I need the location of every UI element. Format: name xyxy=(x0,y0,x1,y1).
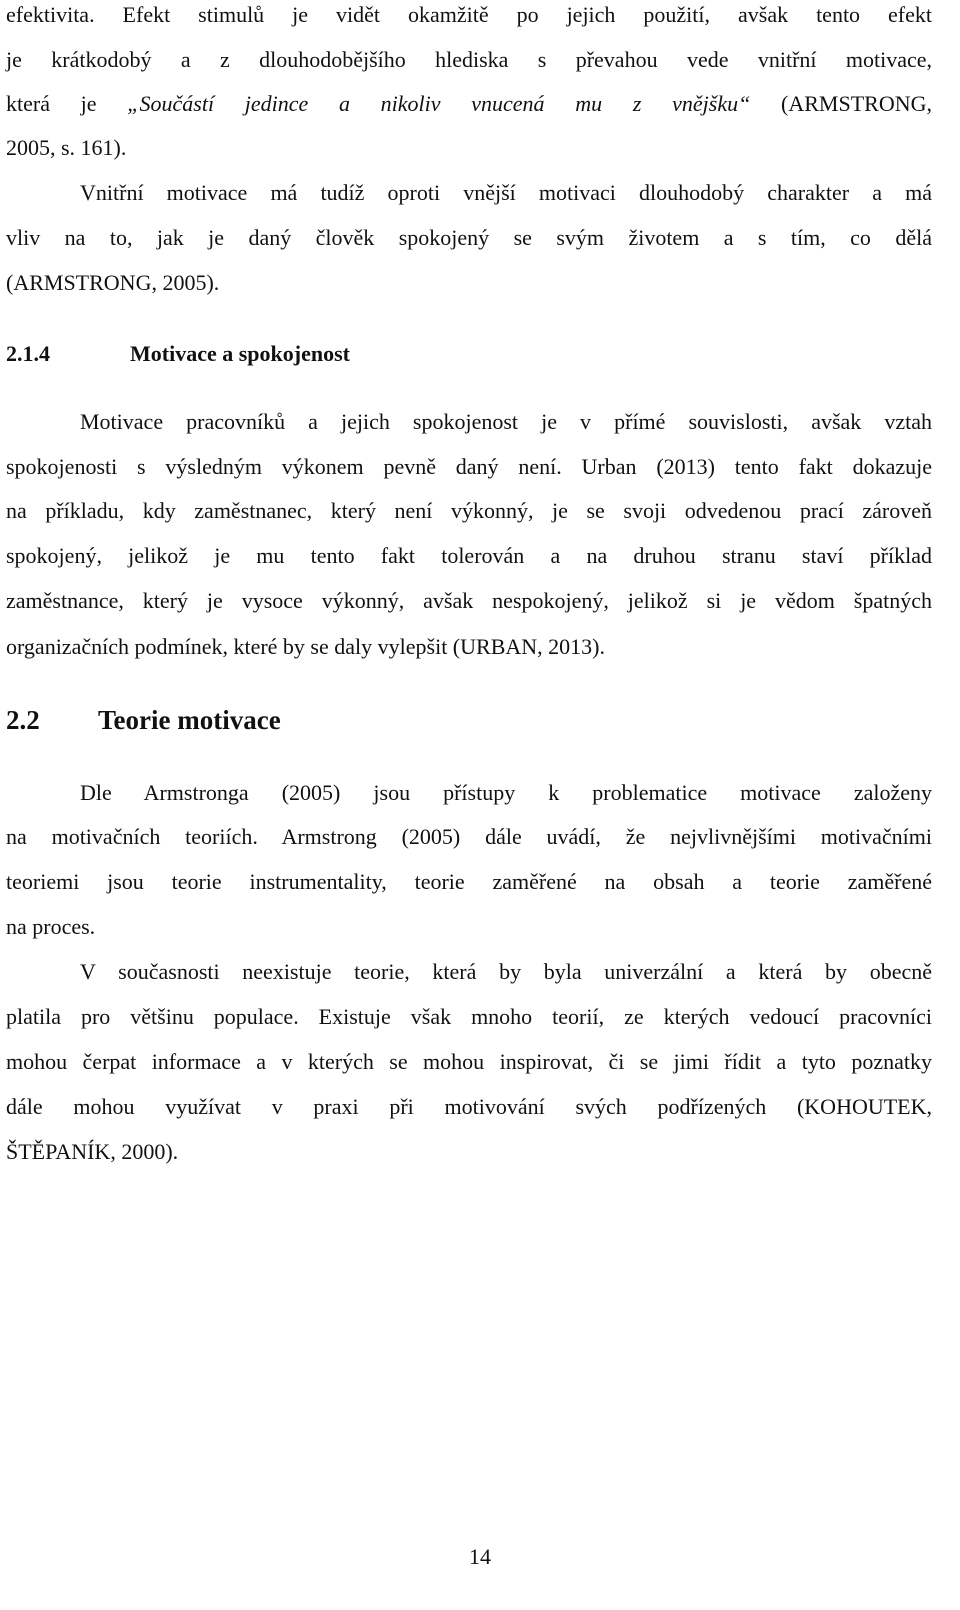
paragraph-1-line-1: efektivita. Efekt stimulů je vidět okamžitě po jejich použití, avšak tento efekt xyxy=(6,2,932,27)
section-2-2-p2-line-4: dále mohou využívat v praxi při motivování svých podřízených (KOHOUTEK, xyxy=(6,1094,932,1119)
paragraph-1-line-3 xyxy=(6,89,932,119)
section-2-1-4-line-1: Motivace pracovníků a jejich spokojenost je v přímé souvislosti, avšak vztah xyxy=(80,409,932,434)
paragraph-1-line-2: je krátkodobý a z dlouhodobějšího hlediska s převahou vede vnitřní motivace, xyxy=(6,47,932,72)
section-2-2-p2-line-5: ŠTĚPANÍK, 2000). xyxy=(6,1139,179,1164)
section-heading-2-2 xyxy=(6,703,281,737)
section-2-2-p1-line-4: na proces. xyxy=(6,914,96,939)
paragraph-1-line-3-start: která je xyxy=(6,91,128,116)
section-2-1-4-line-3: na příkladu, kdy zaměstnanec, který není výkonný, je se svoji odvedenou prací zároveň xyxy=(6,498,932,523)
section-2-1-4-line-4: spokojený, jelikož je mu tento fakt tolerován a na druhou stranu staví příklad xyxy=(6,543,932,568)
section-2-2-p2-line-3: mohou čerpat informace a v kterých se mohou inspirovat, či se jimi řídit a tyto poznatky xyxy=(6,1049,932,1074)
paragraph-1-line-4: 2005, s. 161). xyxy=(6,135,127,160)
section-heading-2-1-4 xyxy=(6,339,350,369)
section-2-1-4-line-5: zaměstnance, který je vysoce výkonný, avšak nespokojený, jelikož si je vědom špatných xyxy=(6,588,932,613)
paragraph-2-line-1: Vnitřní motivace má tudíž oproti vnější motivaci dlouhodobý charakter a má xyxy=(80,180,932,205)
section-number: 2.2 xyxy=(6,705,40,735)
paragraph-1-line-3-end: (ARMSTRONG, xyxy=(750,91,932,116)
section-2-2-p2-line-2: platila pro většinu populace. Existuje však mnoho teorií, ze kterých vedoucí pracovníci xyxy=(6,1004,932,1029)
section-2-1-4-line-2: spokojenosti s výsledným výkonem pevně daný není. Urban (2013) tento fakt dokazuje xyxy=(6,454,932,479)
section-2-1-4-line-6: organizačních podmínek, které by se daly vylepšit (URBAN, 2013). xyxy=(6,634,605,659)
section-2-2-p1-line-2: na motivačních teoriích. Armstrong (2005) dále uvádí, že nejvlivnějšími motivačními xyxy=(6,824,932,849)
section-title: Teorie motivace xyxy=(98,705,281,735)
section-number: 2.1.4 xyxy=(6,341,50,366)
armstrong-quote: „Součástí jedince a nikoliv vnucená mu z vnějšku“ xyxy=(127,91,751,116)
section-title: Motivace a spokojenost xyxy=(130,341,350,366)
section-2-2-p1-line-1: Dle Armstronga (2005) jsou přístupy k problematice motivace založeny xyxy=(80,780,932,805)
section-2-2-p2-line-1: V současnosti neexistuje teorie, která by byla univerzální a která by obecně xyxy=(80,959,932,984)
section-2-2-p1-line-3: teoriemi jsou teorie instrumentality, teorie zaměřené na obsah a teorie zaměřené xyxy=(6,869,932,894)
page-number: 14 xyxy=(469,1544,491,1569)
paragraph-2-line-3: (ARMSTRONG, 2005). xyxy=(6,270,220,295)
paragraph-2-line-2: vliv na to, jak je daný člověk spokojený se svým životem a s tím, co dělá xyxy=(6,225,932,250)
